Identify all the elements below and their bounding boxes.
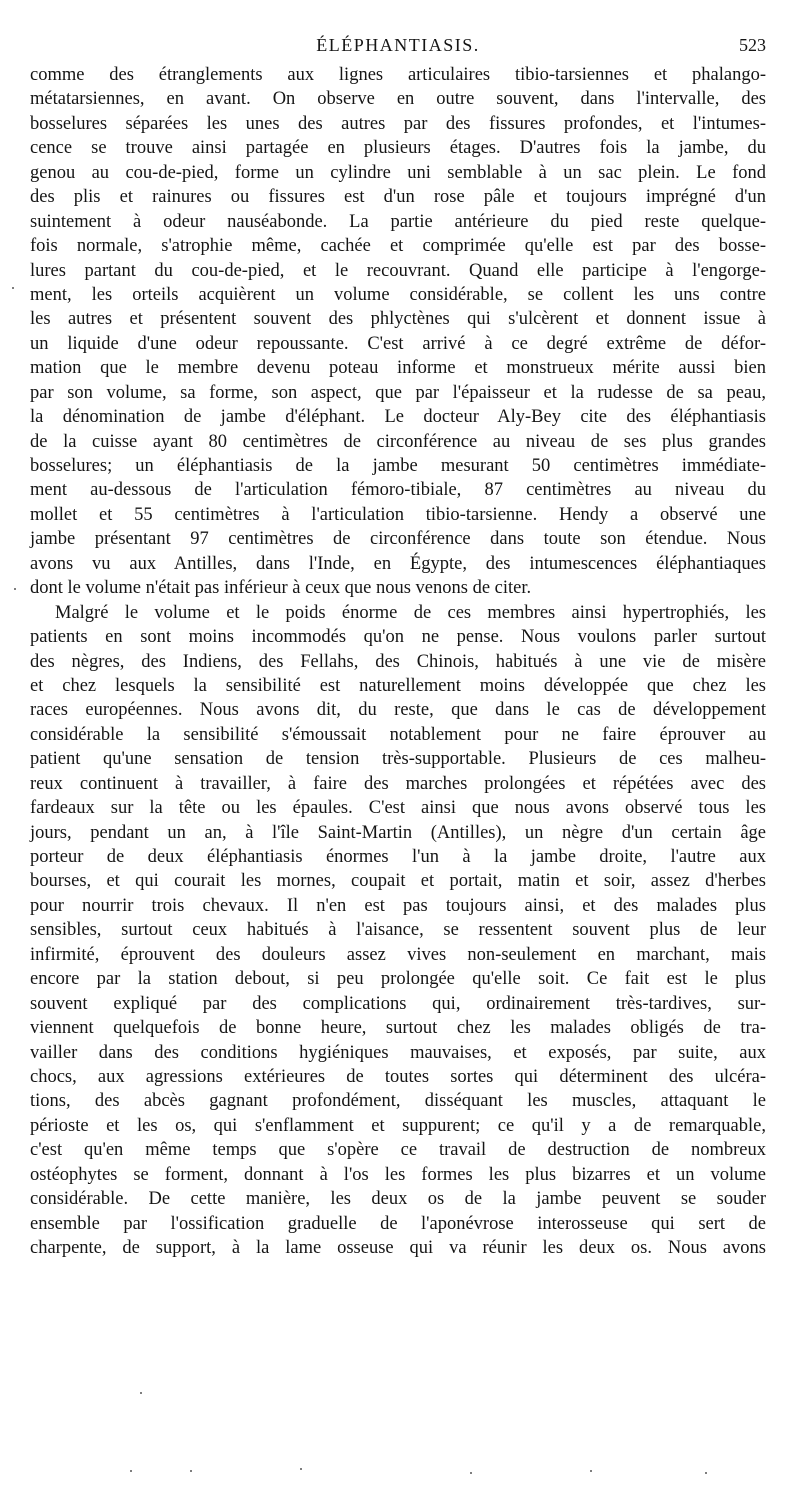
text-line: chocs, aux agressions extérieures de toutes sortes qui déterminent des ulcéra- <box>30 1066 766 1087</box>
text-line: bosselures séparées les unes des autres par des fissures profondes, et l'intumes- <box>30 113 766 134</box>
text-line: viennent quelquefois de bonne heure, surtout chez les malades obligés de tra- <box>30 1018 766 1039</box>
page-number: 523 <box>739 35 766 55</box>
scan-speck <box>14 588 16 590</box>
text-line: patients en sont moins incommodés qu'on ne pense. Nous voulons parler surtout <box>30 627 766 648</box>
text-line: des nègres, des Indiens, des Fellahs, des Chinois, habitués à une vie de misère <box>30 651 766 672</box>
text-line: ment au-dessous de l'articulation fémoro-tibiale, 87 centimètres au niveau du <box>30 480 766 501</box>
text-line: reux continuent à travailler, à faire des marches prolongées et répétées avec des <box>30 773 766 794</box>
text-line: mation que le membre devenu poteau informe et monstrueux mérite aussi bien <box>30 358 766 379</box>
text-line: jambe présentant 97 centimètres de circonférence dans toute son étendue. Nous <box>30 529 766 550</box>
text-line: suintement à odeur nauséabonde. La partie antérieure du pied reste quelque- <box>30 211 766 232</box>
text-line: races européennes. Nous avons dit, du reste, que dans le cas de développement <box>30 700 766 721</box>
text-line: la dénomination de jambe d'éléphant. Le docteur Aly-Bey cite des éléphantiasis <box>30 407 766 428</box>
text-line: vailler dans des conditions hygiéniques mauvaises, et exposés, par suite, aux <box>30 1042 766 1063</box>
text-line: par son volume, sa forme, son aspect, que par l'épaisseur et la rudesse de sa peau, <box>30 382 766 403</box>
text-line: patient qu'une sensation de tension très-supportable. Plusieurs de ces malheu- <box>30 749 766 770</box>
text-line: sensibles, surtout ceux habitués à l'aisance, se ressentent souvent plus de leur <box>30 920 766 941</box>
text-line: cence se trouve ainsi partagée en plusieurs étages. D'autres fois la jambe, du <box>30 138 766 159</box>
scan-speck <box>140 1392 142 1394</box>
text-line: considérable. De cette manière, les deux os de la jambe peuvent se souder <box>30 1189 766 1210</box>
scan-speck <box>470 1472 472 1474</box>
text-line: ostéophytes se forment, donnant à l'os les formes les plus bizarres et un volume <box>30 1164 766 1185</box>
body-text <box>30 63 766 1260</box>
text-line: fois normale, s'atrophie même, cachée et comprimée qu'elle est par des bosse- <box>30 236 766 257</box>
scan-speck <box>300 1468 302 1470</box>
text-line: considérable la sensibilité s'émoussait notablement pour ne faire éprouver au <box>30 724 766 745</box>
text-line: et chez lesquels la sensibilité est naturellement moins développée que chez les <box>30 675 766 696</box>
text-line: dont le volume n'était pas inférieur à ceux que nous venons de citer. <box>30 578 532 599</box>
text-line: jours, pendant un an, à l'île Saint-Martin (Antilles), un nègre d'un certain âge <box>30 822 766 843</box>
paragraph-1 <box>30 63 766 601</box>
text-line: ensemble par l'ossification graduelle de l'aponévrose interosseuse qui sert de <box>30 1213 766 1234</box>
text-line: c'est qu'en même temps que s'opère ce travail de destruction de nombreux <box>30 1140 766 1161</box>
text-line: infirmité, éprouvent des douleurs assez vives non-seulement en marchant, mais <box>30 944 766 965</box>
scan-speck <box>190 1470 192 1472</box>
text-line: bourses, et qui courait les mornes, coupait et portait, matin et soir, assez d'herbes <box>30 871 766 892</box>
text-line: porteur de deux éléphantiasis énormes l'un à la jambe droite, l'autre aux <box>30 847 766 867</box>
text-line: charpente, de support, à la lame osseuse qui va réunir les deux os. Nous avons <box>30 1238 766 1258</box>
text-line: ment, les orteils acquièrent un volume considérable, se collent les uns contre <box>30 284 766 305</box>
text-line: un liquide d'une odeur repoussante. C'est arrivé à ce degré extrême de défor- <box>30 333 766 354</box>
text-line: pour nourrir trois chevaux. Il n'en est pas toujours ainsi, et des malades plus <box>30 895 766 916</box>
text-line: bosselures; un éléphantiasis de la jambe mesurant 50 centimètres immédiate- <box>30 456 766 476</box>
text-line: avons vu aux Antilles, dans l'Inde, en Égypte, des intumescences éléphantiaques <box>30 553 766 574</box>
text-line: tions, des abcès gagnant profondément, disséquant les muscles, attaquant le <box>30 1091 766 1112</box>
scan-speck <box>590 1470 592 1472</box>
text-line: mollet et 55 centimètres à l'articulation tibio-tarsienne. Hendy a observé une <box>30 504 766 525</box>
scan-speck <box>130 1470 132 1472</box>
running-head <box>30 30 766 60</box>
scan-speck <box>705 1472 707 1474</box>
text-line: souvent expliqué par des complications qui, ordinairement très-tardives, sur- <box>30 993 766 1014</box>
text-line: lures partant du cou-de-pied, et le recouvrant. Quand elle participe à l'engorge- <box>30 260 766 281</box>
text-line: Malgré le volume et le poids énorme de ces membres ainsi hypertrophiés, les <box>55 602 766 623</box>
text-line: comme des étranglements aux lignes articulaires tibio-tarsiennes et phalango- <box>30 65 766 85</box>
text-line: métatarsiennes, en avant. On observe en outre souvent, dans l'intervalle, des <box>30 89 766 110</box>
scan-speck <box>12 287 14 289</box>
paragraph-2 <box>30 601 766 1261</box>
text-line: fardeaux sur la tête ou les épaules. C'est ainsi que nous avons observé tous les <box>30 798 766 819</box>
text-line: périoste et les os, qui s'enflamment et suppurent; ce qu'il y a de remarquable, <box>30 1115 766 1136</box>
text-line: de la cuisse ayant 80 centimètres de circonférence au niveau de ses plus grandes <box>30 431 766 452</box>
text-line: genou au cou-de-pied, forme un cylindre uni semblable à un sac plein. Le fond <box>30 162 766 183</box>
running-title: ÉLÉPHANTIASIS. <box>316 35 480 55</box>
text-line: encore par la station debout, si peu prolongée qu'elle soit. Ce fait est le plus <box>30 969 766 990</box>
text-line: des plis et rainures ou fissures est d'un rose pâle et toujours imprégné d'un <box>30 187 766 208</box>
text-line: les autres et présentent souvent des phlyctènes qui s'ulcèrent et donnent issue à <box>30 309 766 330</box>
